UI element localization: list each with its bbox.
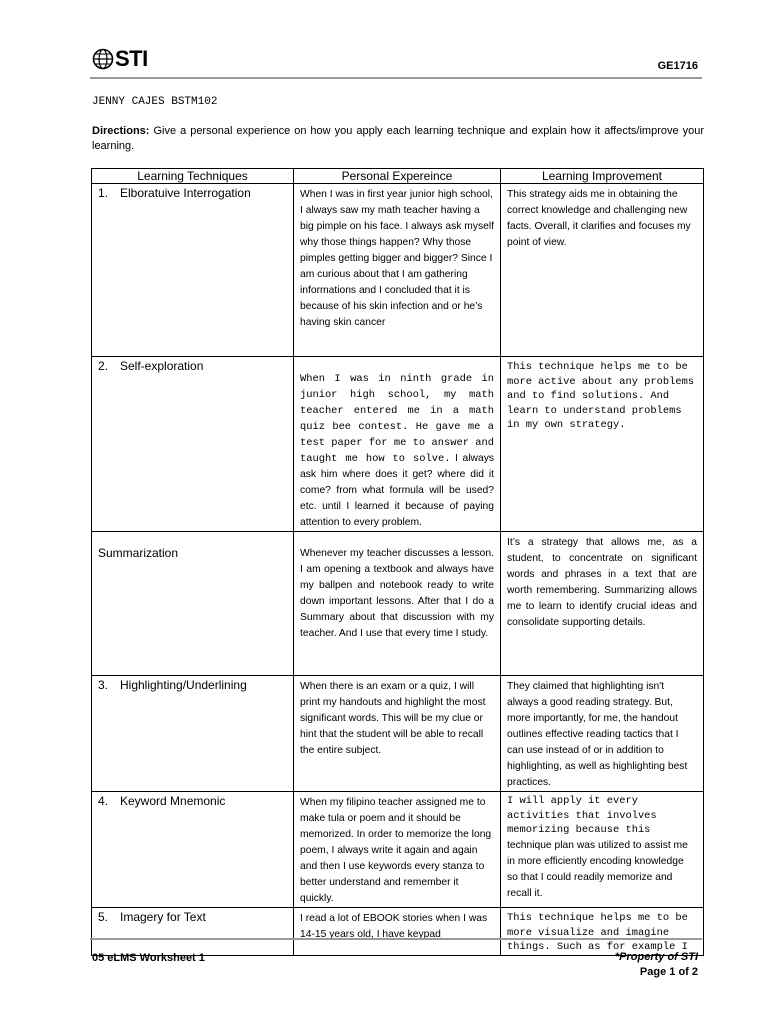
header-learning-improvement: Learning Improvement bbox=[501, 169, 704, 184]
footer-property: *Property of STI bbox=[614, 951, 698, 963]
footer-page-number: Page 1 of 2 bbox=[639, 966, 698, 978]
table-row bbox=[92, 908, 704, 956]
technique-name: Elboratuive Interrogation bbox=[120, 186, 251, 200]
experience-cell: I read a lot of EBOOK stories when I was 14-15 years old, I have keypad bbox=[294, 908, 501, 956]
experience-cell: When there is an exam or a quiz, I will print my handouts and highlight the most significant words. This will be my clue or hint that the student will be able to recall the entire subject. bbox=[294, 676, 501, 792]
footer-right bbox=[615, 950, 698, 980]
technique-number: 2. bbox=[98, 359, 109, 373]
technique-cell bbox=[92, 184, 294, 357]
directions-paragraph bbox=[92, 124, 704, 154]
technique-number: 3. bbox=[98, 678, 109, 692]
technique-cell bbox=[92, 532, 294, 676]
globe-icon bbox=[92, 48, 114, 70]
experience-text-part-b: I always ask him where does it get? where did it come? from what formula will be used? etc. until I learned it because of paying attention to every problem. bbox=[300, 453, 494, 528]
document-code: GE1716 bbox=[657, 60, 698, 72]
technique-cell bbox=[92, 908, 294, 956]
technique-cell bbox=[92, 792, 294, 908]
table-header-row bbox=[92, 169, 704, 184]
experience-cell bbox=[294, 357, 501, 532]
improvement-cell bbox=[501, 792, 704, 908]
improvement-cell: This strategy aids me in obtaining the correct knowledge and challenging new facts. Overall, it clarifies and focuses my point of view. bbox=[501, 184, 704, 357]
technique-number: 5. bbox=[98, 910, 109, 924]
table-row bbox=[92, 532, 704, 676]
footer-divider bbox=[90, 938, 702, 940]
sti-logo bbox=[92, 46, 148, 72]
techniques-table bbox=[91, 168, 704, 956]
technique-number: 4. bbox=[98, 794, 109, 808]
technique-name: Keyword Mnemonic bbox=[120, 794, 226, 808]
improvement-text-part-b: technique plan was utilized to assist me in more efficiently encoding knowledge so that I could readily memorize and recall it. bbox=[507, 839, 688, 899]
logo-text: STI bbox=[115, 46, 148, 71]
technique-cell bbox=[92, 357, 294, 532]
improvement-cell: They claimed that highlighting isn't always a good reading strategy. But, more importantly, for me, the handout outlines effective reading tactics that I can use instead of or in addition to highlighting, as well as highlighting best practices. bbox=[501, 676, 704, 792]
experience-cell: When my filipino teacher assigned me to make tula or poem and it should be memorized. In order to memorize the long poem, I always write it again and again and then I use keywords every stanza to better understand and remember it quickly. bbox=[294, 792, 501, 908]
table-row bbox=[92, 792, 704, 908]
technique-name: Summarization bbox=[98, 546, 179, 560]
improvement-cell: It’s a strategy that allows me, as a student, to concentrate on significant words and phrases in a text that are worth remembering. Summarizing allows me to learn to identify crucial ideas and consolidate supporting details. bbox=[501, 532, 704, 676]
technique-cell bbox=[92, 676, 294, 792]
student-name-line: JENNY CAJES BSTM102 bbox=[92, 96, 218, 108]
footer-worksheet-label: 05 eLMS Worksheet 1 bbox=[92, 952, 205, 964]
technique-name: Self-exploration bbox=[120, 359, 204, 373]
table-row bbox=[92, 676, 704, 792]
technique-number: 1. bbox=[98, 186, 109, 200]
header-learning-techniques: Learning Techniques bbox=[92, 169, 294, 184]
technique-name: Imagery for Text bbox=[120, 910, 206, 924]
improvement-cell: This technique helps me to be more visualize and imagine things. Such as for example I bbox=[501, 908, 704, 956]
improvement-cell: This technique helps me to be more active about any problems and to find solutions. And learn to understand problems in my own strategy. bbox=[501, 357, 704, 532]
experience-cell: Whenever my teacher discusses a lesson. I am opening a textbook and always have my ballpen and notebook ready to write down important lessons. After that I do a Summary about that discussion with my teacher. And I use that every time I study. bbox=[294, 532, 501, 676]
header-personal-experience: Personal Expereince bbox=[294, 169, 501, 184]
table-row bbox=[92, 184, 704, 357]
directions-text: Give a personal experience on how you apply each learning technique and explain how it affects/improve your learning. bbox=[92, 125, 704, 152]
improvement-text-part-a: I will apply it every activities that involves memorizing because this bbox=[507, 795, 657, 836]
header-divider bbox=[90, 77, 702, 79]
table-row bbox=[92, 357, 704, 532]
technique-name: Highlighting/Underlining bbox=[120, 678, 247, 692]
directions-label: Directions: bbox=[92, 125, 150, 137]
experience-cell: When I was in first year junior high school, I always saw my math teacher having a big pimple on his face. I always ask myself why those things happen? Why those pimples getting bigger and bigger? Since I am curious about that I am gathering informations and I concluded that it is because of his skin infection and or he’s having skin cancer bbox=[294, 184, 501, 357]
experience-text-part-a: When I was in ninth grade in junior high school, my math teacher entered me in a math quiz bee contest. He gave me a test paper for me to answer and taught me how to solve. bbox=[300, 373, 494, 465]
